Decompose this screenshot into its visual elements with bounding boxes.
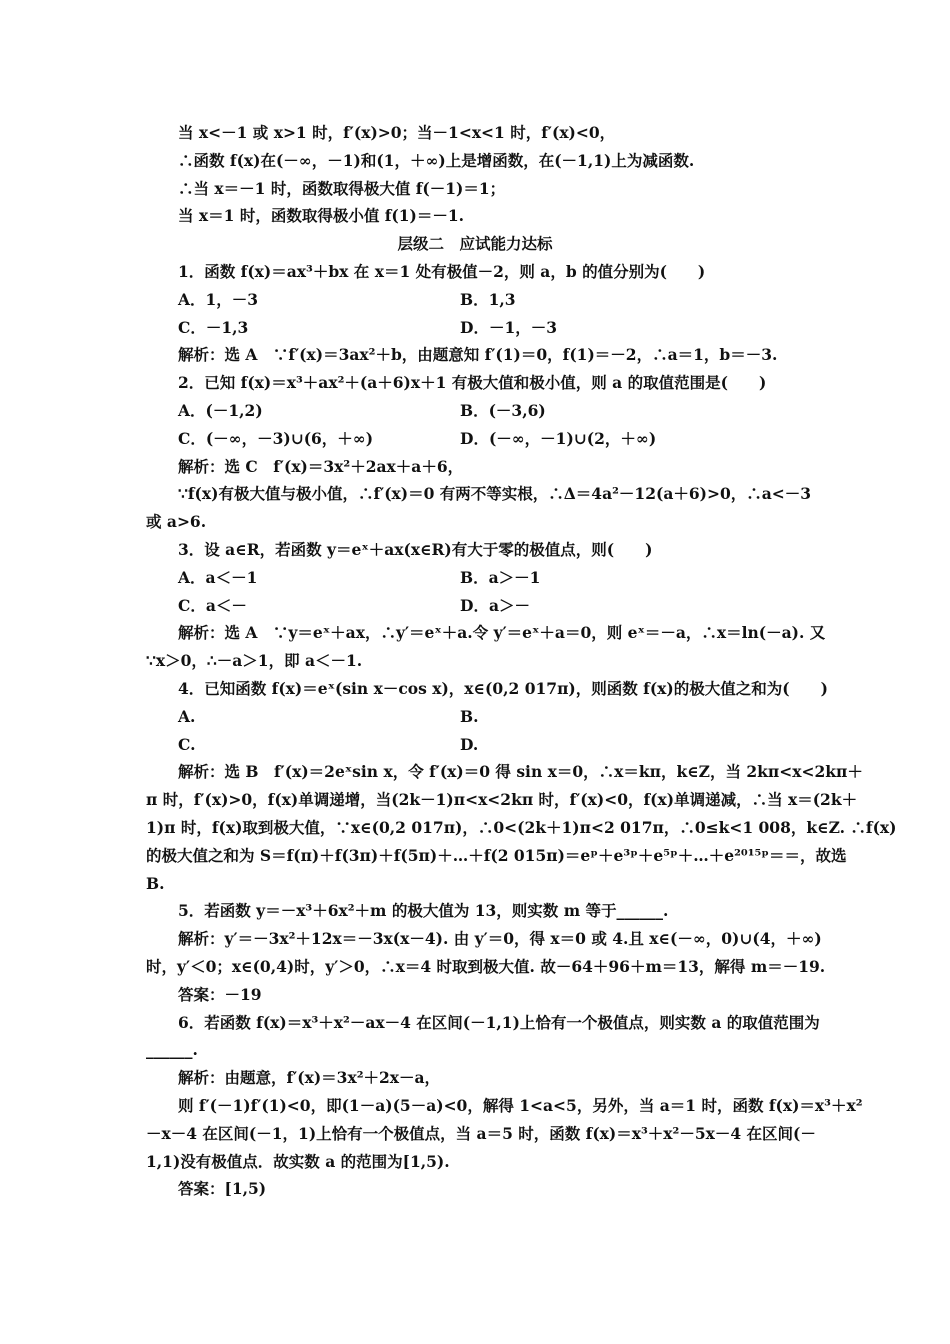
line-text: 2．已知 f(x)＝x³＋ax²＋(a＋6)x＋1 有极大值和极小值，则 a 的取值范围是( ) — [178, 373, 767, 392]
option-text: D. — [460, 735, 479, 754]
line-text: 层级二 应试能力达标 — [397, 234, 553, 253]
text-line — [0, 370, 950, 396]
line-text: 6．若函数 f(x)＝x³＋x²－ax－4 在区间(－1,1)上恰有一个极值点，则实数 a 的取值范围为 — [178, 1013, 820, 1032]
line-text: 解析：选 B f′(x)＝2eˣsin x，令 f′(x)＝0 得 sin x＝0，∴x＝kπ，k∈Z，当 2kπ<x<2kπ＋ — [178, 762, 863, 781]
text-line — [0, 704, 950, 730]
text-line — [0, 732, 950, 758]
line-text: C. — [178, 735, 196, 754]
text-line — [0, 954, 950, 980]
line-text: 1．函数 f(x)＝ax³＋bx 在 x＝1 处有极值－2，则 a，b 的值分别为( ) — [178, 262, 706, 281]
line-text: －x－4 在区间(－1，1)上恰有一个极值点，当 a＝5 时，函数 f(x)＝x³＋x²－5x－4 在区间(－ — [146, 1124, 816, 1143]
line-text: 或 a>6. — [146, 512, 207, 531]
line-text: ∴当 x＝－1 时，函数取得极大值 f(－1)＝1； — [178, 179, 506, 198]
option-text: B. — [460, 707, 479, 726]
text-line — [0, 148, 950, 174]
text-line — [0, 982, 950, 1008]
line-text: 4．已知函数 f(x)＝eˣ(sin x－cos x)，x∈(0,2 017π)，则函数 f(x)的极大值之和为( ) — [178, 679, 828, 698]
text-line — [0, 787, 950, 813]
line-text: 解析：由题意，f′(x)＝3x²＋2x－a， — [178, 1068, 441, 1087]
line-text: 的极大值之和为 S＝f(π)＋f(3π)＋f(5π)＋…＋f(2 015π)＝eᵖ＋e³ᵖ＋e⁵ᵖ＋…＋e²⁰¹⁵ᵖ＝＝，故选 — [146, 846, 847, 865]
text-line — [0, 398, 950, 424]
line-text: A. — [178, 707, 196, 726]
text-line — [0, 426, 950, 452]
text-line — [0, 1065, 950, 1091]
line-text: 答案：－19 — [178, 985, 262, 1004]
text-line — [0, 1093, 950, 1119]
line-text: ∵f(x)有极大值与极小值，∴f′(x)＝0 有两不等实根，∴Δ＝4a²－12(a＋6)>0，∴a<－3 — [178, 484, 812, 503]
text-line — [0, 259, 950, 285]
line-text: ______. — [146, 1040, 198, 1059]
line-text: ∵x＞0，∴－a＞1，即 a＜－1. — [146, 651, 363, 670]
line-text: 1,1)没有极值点．故实数 a 的范围为[1,5). — [146, 1152, 450, 1171]
line-text: A．a＜－1 — [178, 568, 258, 587]
line-text: C．－1,3 — [178, 318, 249, 337]
text-line — [0, 871, 950, 897]
line-text: 5．若函数 y＝－x³＋6x²＋m 的极大值为 13，则实数 m 等于______. — [178, 901, 669, 920]
line-text: 解析：y′＝－3x²＋12x＝－3x(x－4). 由 y′＝0，得 x＝0 或 4.且 x∈(－∞，0)∪(4，＋∞) — [178, 929, 822, 948]
text-line — [0, 120, 950, 146]
text-line — [0, 454, 950, 480]
line-text: 时，y′＜0；x∈(0,4)时，y′＞0，∴x＝4 时取到极大值. 故－64＋96＋m＝13，解得 m＝－19. — [146, 957, 826, 976]
option-text: B．a＞－1 — [460, 568, 541, 587]
line-text: B. — [146, 874, 165, 893]
text-line — [0, 537, 950, 563]
text-line — [0, 620, 950, 646]
line-text: 解析：选 C f′(x)＝3x²＋2ax＋a＋6， — [178, 457, 464, 476]
line-text: 解析：选 A ∵y＝eˣ＋ax，∴y′＝eˣ＋a.令 y′＝eˣ＋a＝0，则 eˣ＝－a，∴x＝ln(－a). 又 — [178, 623, 826, 642]
text-line — [0, 315, 950, 341]
text-line — [0, 565, 950, 591]
text-line — [0, 1037, 950, 1063]
line-text: A．(－1,2) — [178, 401, 263, 420]
option-text: B．(－3,6) — [460, 401, 546, 420]
text-line — [0, 1121, 950, 1147]
text-line — [0, 176, 950, 202]
line-text: 答案：[1,5) — [178, 1179, 267, 1198]
text-line — [0, 481, 950, 507]
text-line — [0, 1010, 950, 1036]
line-text: ∴函数 f(x)在(－∞，－1)和(1，＋∞)上是增函数，在(－1,1)上为减函数. — [178, 151, 695, 170]
text-line — [0, 509, 950, 535]
line-text: 解析：选 A ∵f′(x)＝3ax²＋b，由题意知 f′(1)＝0，f(1)＝－2，∴a＝1，b＝－3. — [178, 345, 778, 364]
section-heading — [0, 231, 950, 257]
text-line — [0, 759, 950, 785]
text-line — [0, 926, 950, 952]
text-line — [0, 815, 950, 841]
line-text: C．a＜－ — [178, 596, 247, 615]
line-text: 1)π 时，f(x)取到极大值，∵x∈(0,2 017π)，∴0<(2k＋1)π<2 017π，∴0≤k<1 008，k∈Z. ∴f(x) — [146, 818, 897, 837]
text-line — [0, 898, 950, 924]
text-line — [0, 1149, 950, 1175]
text-line — [0, 203, 950, 229]
text-line — [0, 648, 950, 674]
line-text: 3．设 a∈R，若函数 y＝eˣ＋ax(x∈R)有大于零的极值点，则( ) — [178, 540, 653, 559]
text-line — [0, 843, 950, 869]
text-line — [0, 287, 950, 313]
line-text: A．1，－3 — [178, 290, 259, 309]
line-text: 当 x<－1 或 x>1 时，f′(x)>0；当－1<x<1 时，f′(x)<0， — [178, 123, 616, 142]
line-text: π 时，f′(x)>0，f(x)单调递增，当(2k－1)π<x<2kπ 时，f′(x)<0，f(x)单调递减，∴当 x＝(2k＋ — [146, 790, 858, 809]
text-line — [0, 676, 950, 702]
text-line — [0, 1176, 950, 1202]
text-line — [0, 342, 950, 368]
line-text: 当 x＝1 时，函数取得极小值 f(1)＝－1. — [178, 206, 465, 225]
option-text: B．1,3 — [460, 290, 516, 309]
option-text: D．(－∞，－1)∪(2，＋∞) — [460, 429, 657, 448]
line-text: C．(－∞，－3)∪(6，＋∞) — [178, 429, 374, 448]
text-line — [0, 593, 950, 619]
option-text: D．－1，－3 — [460, 318, 558, 337]
line-text: 则 f′(－1)f′(1)<0，即(1－a)(5－a)<0，解得 1<a<5，另外，当 a＝1 时，函数 f(x)＝x³＋x² — [178, 1096, 863, 1115]
option-text: D．a＞－ — [460, 596, 530, 615]
